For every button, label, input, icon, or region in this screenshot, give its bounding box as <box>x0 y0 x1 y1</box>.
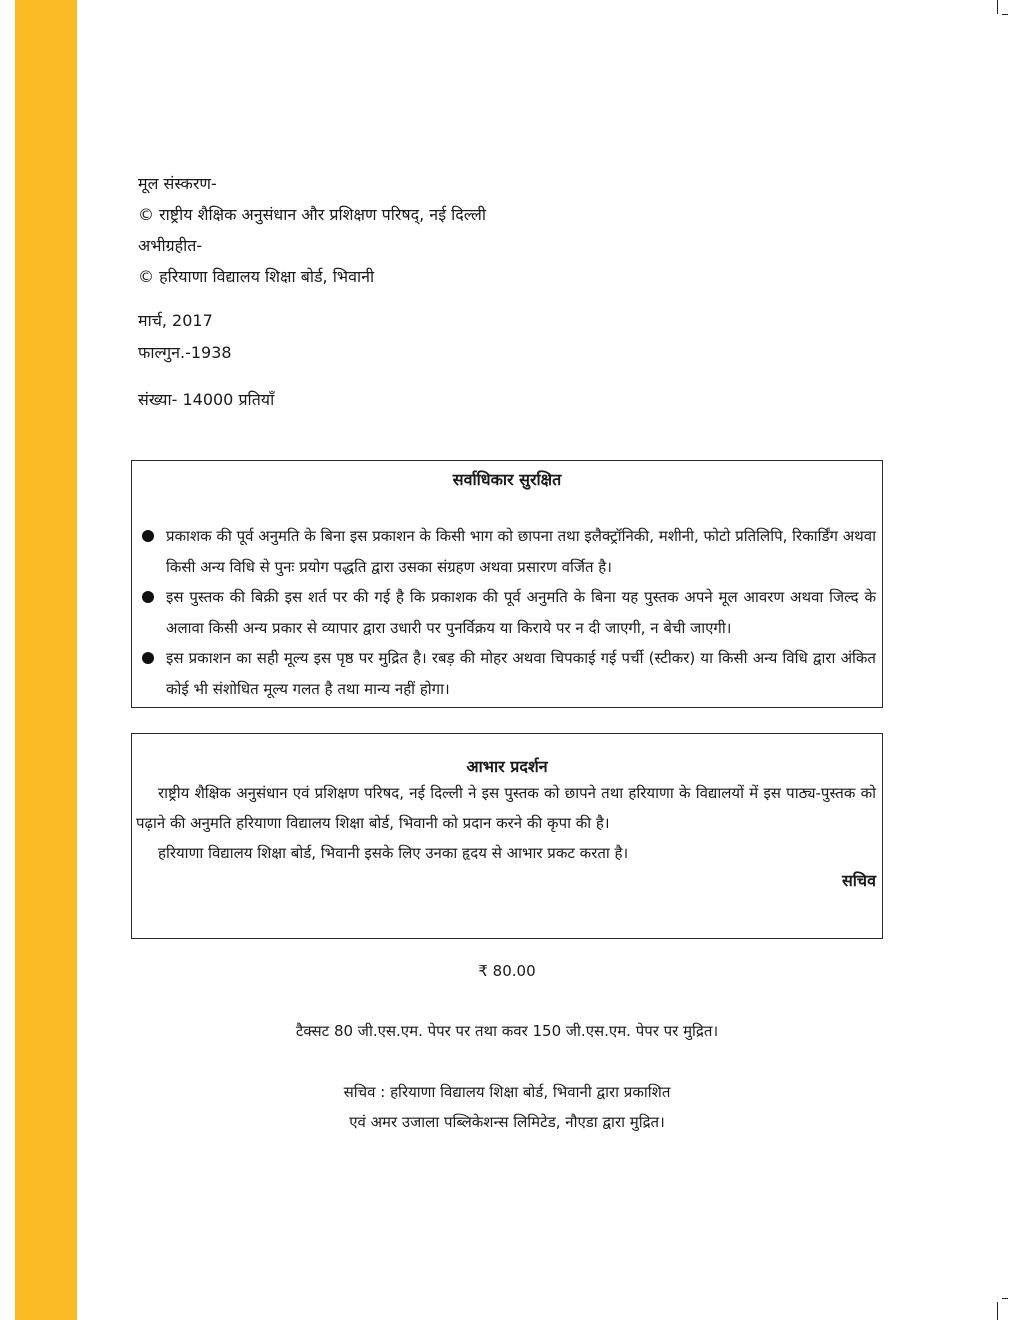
adopted-publisher: © हरियाणा विद्यालय शिक्षा बोर्ड, भिवानी <box>138 267 375 286</box>
bullet-icon <box>142 530 154 542</box>
secretary-signature: सचिव <box>841 871 876 890</box>
acknowledgement-paragraph-2: हरियाणा विद्यालय शिक्षा बोर्ड, भिवानी इसके लिए उनका हृदय से आभार प्रकट करता है। <box>158 844 629 862</box>
bullet-icon <box>142 591 154 603</box>
date-gregorian: मार्च, 2017 <box>138 311 213 330</box>
copyright-item-text: इस प्रकाशन का सही मूल्य इस पृष्ठ पर मुद्रित है। रबड़ की मोहर अथवा चिपकाई गई पर्ची (स्टीकर) या किसी अन्य विधि द्वारा अंकित कोई भी संशोधित मूल्य गलत है तथा मान्य नहीं होगा। <box>166 649 876 698</box>
adopted-label: अभीग्रहीत- <box>138 236 203 255</box>
list-item <box>140 582 876 643</box>
bullet-icon <box>142 652 154 664</box>
date-saka: फाल्गुन.-1938 <box>138 343 232 362</box>
price: ₹ 80.00 <box>478 962 536 980</box>
acknowledgement-box <box>131 733 883 939</box>
copyright-item-text: इस पुस्तक की बिक्री इस शर्त पर की गई है कि प्रकाशक की पूर्व अनुमति के बिना यह पुस्तक अपने मूल आवरण अथवा जिल्द के अलावा किसी अन्य प्रकार से व्यापार द्वारा उधारी पर पुनर्विक्रय या किराये पर न दी जाएगी, न बेची जाएगी। <box>166 588 876 637</box>
yellow-side-stripe <box>15 0 77 1320</box>
list-item <box>140 521 876 582</box>
copyright-title: सर्वाधिकार सुरक्षित <box>452 470 562 489</box>
copyright-list <box>132 521 882 704</box>
crop-mark-top-right <box>997 0 998 14</box>
acknowledgement-title: आभार प्रदर्शन <box>466 757 548 776</box>
printer-line: एवं अमर उजाला पब्लिकेशन्स लिमिटेड, नौएडा द्वारा मुद्रित। <box>349 1113 665 1131</box>
crop-mark-bottom-right-tick <box>1002 1298 1008 1299</box>
publisher-line: सचिव : हरियाणा विद्यालय शिक्षा बोर्ड, भिवानी द्वारा प्रकाशित <box>343 1083 671 1101</box>
paper-info: टैक्सट 80 जी.एस.एम. पेपर पर तथा कवर 150 जी.एस.एम. पेपर पर मुद्रित। <box>295 1022 719 1040</box>
original-publisher: © राष्ट्रीय शैक्षिक अनुसंधान और प्रशिक्षण परिषद्, नई दिल्ली <box>138 205 486 224</box>
crop-mark-top-right-tick <box>1002 14 1008 15</box>
acknowledgement-paragraph-1: राष्ट्रीय शैक्षिक अनुसंधान एवं प्रशिक्षण परिषद, नई दिल्ली ने इस पुस्तक को छापने तथा हरियाणा के विद्यालयों में इस पाठ्य-पुस्तक को पढ़ाने की अनुमति हरियाणा विद्यालय शिक्षा बोर्ड, भिवानी को प्रदान करने की कृपा की है। <box>136 784 876 832</box>
list-item <box>140 643 876 704</box>
copies-count: संख्या- 14000 प्रतियाँ <box>138 390 275 409</box>
copyright-box <box>131 460 883 708</box>
crop-mark-bottom-right <box>997 1302 998 1320</box>
edition-info <box>138 174 838 410</box>
original-edition-label: मूल संस्करण- <box>138 174 217 193</box>
copyright-item-text: प्रकाशक की पूर्व अनुमति के बिना इस प्रकाशन के किसी भाग को छापना तथा इलैक्ट्रॉनिकी, मशीनी, फोटो प्रतिलिपि, रिकार्डिंग अथवा किसी अन्य विधि से पुनः प्रयोग पद्धति द्वारा उसका संग्रहण अथवा प्रसारण वर्जित है। <box>166 527 876 576</box>
